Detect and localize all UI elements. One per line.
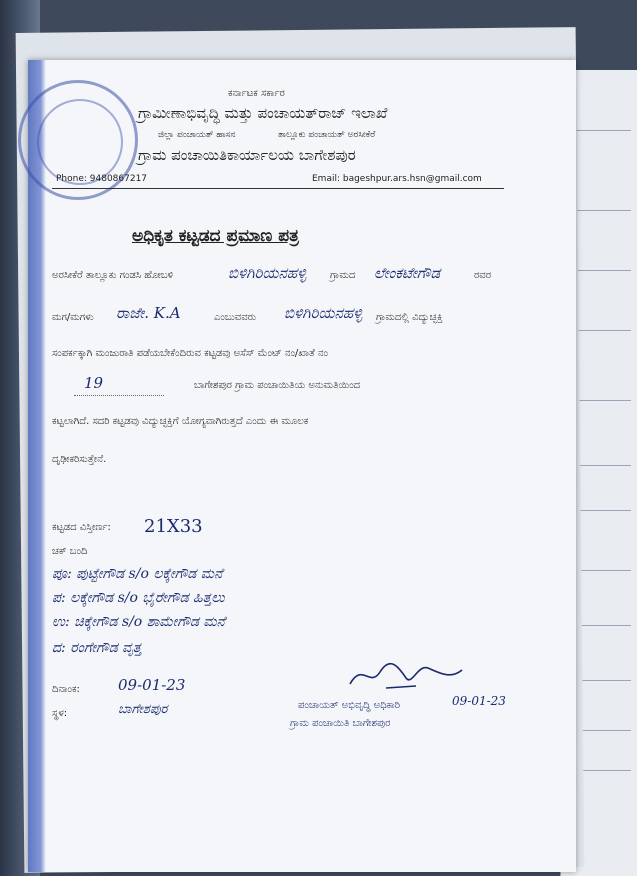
area-label: ಕಟ್ಟಡದ ವಿಸ್ತೀರ್ಣ: bbox=[52, 522, 111, 533]
letterhead-state: ಕರ್ನಾಟಕ ಸರ್ಕಾರ bbox=[228, 88, 285, 99]
body-line2-mid: ಎಂಬುವವರು bbox=[214, 312, 257, 323]
body-line1-prefix: ಅರಸೀಕೆರೆ ತಾಲ್ಲೂಕು ಗಂಡಸಿ ಹೋಬಳಿ bbox=[52, 270, 174, 281]
signer-line1: ಪಂಚಾಯತ್ ಅಭಿವೃದ್ಧಿ ಅಧಿಕಾರಿ bbox=[298, 700, 400, 711]
body-line1-person: ಲೇಂಕಟೇಗೌಡ bbox=[374, 264, 441, 282]
body-line1-village: ಬಿಳಿಗಿರಿಯನಹಳ್ಳಿ bbox=[228, 264, 307, 282]
officer-signature bbox=[346, 658, 466, 694]
letterhead-taluk: ತಾಲ್ಲೂಕು ಪಂಚಾಯತ್ ಅರಸೀಕೆರೆ bbox=[278, 130, 376, 140]
body-line5: ಕಟ್ಟಲಾಗಿದೆ. ಸದರಿ ಕಟ್ಟಡವು ವಿದ್ಯುಚ್ಛಕ್ತಿಗೆ ಯೋಗ್ಯವಾಗಿರುತ್ತದೆ ಎಂದು ಈ ಮೂಲಕ bbox=[52, 416, 309, 427]
body-line2-suffix: ಗ್ರಾಮದಲ್ಲಿ ವಿದ್ಯುಚ್ಛಕ್ತಿ bbox=[376, 312, 443, 323]
body-line2-prefix: ಮಗ/ಮಗಳು bbox=[52, 312, 94, 323]
letterhead-department: ಗ್ರಾಮೀಣಾಭಿವೃದ್ಧಿ ಮತ್ತು ಪಂಚಾಯತ್‌ರಾಜ್ ಇಲಾಖೆ bbox=[138, 104, 388, 122]
body-line4-number: 19 bbox=[84, 374, 104, 392]
body-line4-text: ಬಾಗೇಶಪುರ ಗ್ರಾಮ ಪಂಚಾಯಿತಿಯ ಅನುಮತಿಯಿಂದ bbox=[194, 380, 361, 391]
letterhead-phone: Phone: 9480867217 bbox=[56, 174, 148, 184]
date-value: 09-01-23 bbox=[118, 676, 186, 694]
boundary-west: ಪ: ಲಕ್ಕೇಗೌಡ s/o ಭೈರೇಗೌಡ ಹಿತ್ತಲು bbox=[52, 590, 225, 606]
place-label: ಸ್ಥಳ: bbox=[52, 708, 68, 719]
letterhead-rule bbox=[52, 188, 504, 189]
boundary-north: ಉ: ಚಿಕ್ಕೇಗೌಡ s/o ಶಾಮೇಗೌಡ ಮನೆ bbox=[52, 614, 226, 630]
body-line1-mid: ಗ್ರಾಮದ bbox=[330, 270, 356, 281]
letterhead-office: ಗ್ರಾಮ ಪಂಚಾಯಿತಿಕಾರ್ಯಾಲಯ ಬಾಗೇಶಪುರ bbox=[138, 146, 356, 164]
body-line1-suffix: ರವರ bbox=[474, 270, 491, 281]
number-underline bbox=[74, 394, 164, 396]
body-line2-village: ಬಿಳಿಗಿರಿಯನಹಳ್ಳಿ bbox=[284, 304, 363, 322]
boundary-east: ಪೂ: ಪುಟ್ಟೇಗೌಡ s/o ಲಕ್ಕೇಗೌಡ ಮನೆ bbox=[52, 566, 223, 582]
certificate-title: ಅಧಿಕೃತ ಕಟ್ಟಡದ ಪ್ರಮಾಣ ಪತ್ರ bbox=[132, 226, 299, 246]
place-value: ಬಾಗೇಶಪುರ bbox=[118, 702, 168, 717]
boundary-south: ದ: ರಂಗೇಗೌಡ ವೃತ್ತ bbox=[52, 640, 142, 656]
letterhead-zilla: ಜಿಲ್ಲಾ ಪಂಚಾಯತ್ ಹಾಸನ bbox=[158, 130, 236, 140]
body-line6: ದೃಢೀಕರಿಸುತ್ತೇನೆ. bbox=[52, 454, 107, 465]
letterhead-email: Email: bageshpur.ars.hsn@gmail.com bbox=[312, 174, 482, 184]
boundary-label: ಚಕ್ ಬಂದಿ bbox=[52, 546, 88, 557]
signer-line2: ಗ್ರಾಮ ಪಂಚಾಯಿತಿ ಬಾಗೇಶಪುರ bbox=[290, 718, 391, 729]
certificate-paper bbox=[28, 60, 576, 872]
body-line2-name: ರಾಜೇ. K.A bbox=[116, 304, 181, 322]
body-line3: ಸಂಪರ್ಕಕ್ಕಾಗಿ ಮಂಜುರಾತಿ ಪಡೆಯಬೇಕೆಂದಿರುವ ಕಟ್ಟಡವು ಅಸೆಸ್ ಮೆಂಟ್ ನಂ/ಖಾತೆ ನಂ bbox=[52, 348, 328, 359]
date-label: ದಿನಾಂಕ: bbox=[52, 684, 80, 695]
area-value: 21X33 bbox=[144, 516, 203, 537]
signature-date: 09-01-23 bbox=[452, 694, 506, 708]
